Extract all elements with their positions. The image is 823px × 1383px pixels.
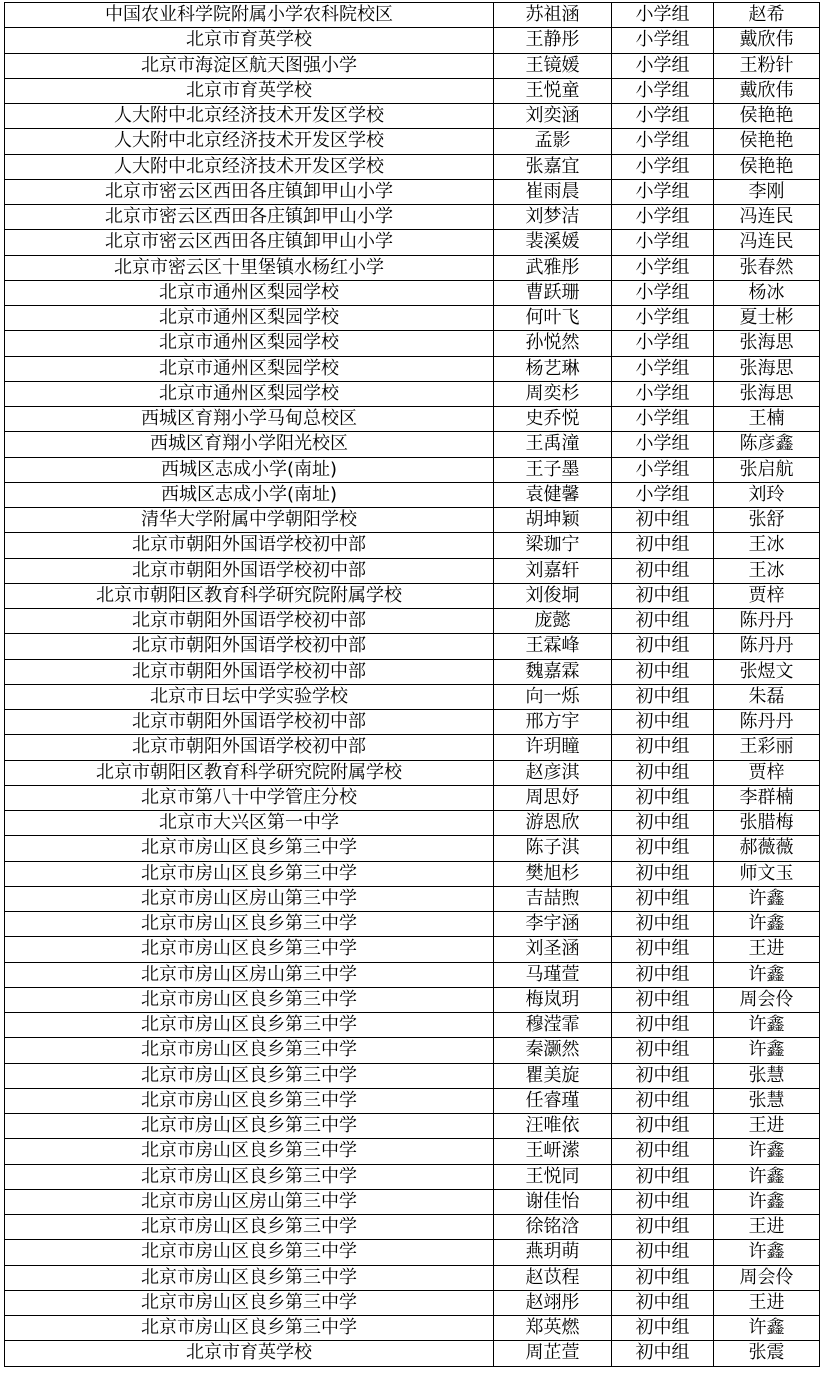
- table-row: [5, 1265, 820, 1290]
- table-row: [5, 1139, 820, 1164]
- group-cell: 小学组: [612, 179, 714, 204]
- group-cell: 初中组: [612, 508, 714, 533]
- school-cell: 北京市通州区梨园学校: [5, 280, 494, 305]
- group-cell: 初中组: [612, 634, 714, 659]
- student-name-cell: 周芷萱: [494, 1341, 612, 1366]
- group-cell: 初中组: [612, 1189, 714, 1214]
- student-name-cell: 赵彦淇: [494, 760, 612, 785]
- table-row: [5, 785, 820, 810]
- teacher-cell: 许鑫: [714, 1013, 820, 1038]
- school-cell: 北京市房山区良乡第三中学: [5, 1114, 494, 1139]
- group-cell: 初中组: [612, 1164, 714, 1189]
- group-cell: 小学组: [612, 28, 714, 53]
- student-name-cell: 张嘉宜: [494, 154, 612, 179]
- teacher-cell: 戴欣伟: [714, 28, 820, 53]
- teacher-cell: 王进: [714, 1215, 820, 1240]
- teacher-cell: 许鑫: [714, 1164, 820, 1189]
- teacher-cell: 张慧: [714, 1088, 820, 1113]
- teacher-cell: 王进: [714, 937, 820, 962]
- table-row: [5, 331, 820, 356]
- group-cell: 小学组: [612, 407, 714, 432]
- group-cell: 初中组: [612, 785, 714, 810]
- table-row: [5, 205, 820, 230]
- group-cell: 初中组: [612, 1215, 714, 1240]
- group-cell: 小学组: [612, 255, 714, 280]
- school-cell: 北京市朝阳外国语学校初中部: [5, 659, 494, 684]
- student-name-cell: 裴溪媛: [494, 230, 612, 255]
- school-cell: 北京市朝阳外国语学校初中部: [5, 558, 494, 583]
- school-cell: 北京市密云区西田各庄镇卸甲山小学: [5, 205, 494, 230]
- table-row: [5, 1013, 820, 1038]
- student-name-cell: 赵翊彤: [494, 1290, 612, 1315]
- school-cell: 西城区育翔小学马甸总校区: [5, 407, 494, 432]
- school-cell: 北京市房山区良乡第三中学: [5, 937, 494, 962]
- table-row: [5, 381, 820, 406]
- student-name-cell: 马瑾萱: [494, 962, 612, 987]
- table-row: [5, 684, 820, 709]
- school-cell: 北京市房山区良乡第三中学: [5, 1063, 494, 1088]
- school-cell: 北京市海淀区航天图强小学: [5, 53, 494, 78]
- group-cell: 小学组: [612, 280, 714, 305]
- table-row: [5, 962, 820, 987]
- school-cell: 北京市房山区良乡第三中学: [5, 1088, 494, 1113]
- table-row: [5, 811, 820, 836]
- group-cell: 小学组: [612, 306, 714, 331]
- table-row: [5, 78, 820, 103]
- teacher-cell: 许鑫: [714, 1139, 820, 1164]
- teacher-cell: 张腊梅: [714, 811, 820, 836]
- student-name-cell: 何叶飞: [494, 306, 612, 331]
- group-cell: 初中组: [612, 558, 714, 583]
- student-name-cell: 王岍潆: [494, 1139, 612, 1164]
- school-cell: 北京市房山区良乡第三中学: [5, 1240, 494, 1265]
- student-name-cell: 燕玥萌: [494, 1240, 612, 1265]
- teacher-cell: 冯连民: [714, 230, 820, 255]
- teacher-cell: 侯艳艳: [714, 104, 820, 129]
- student-name-cell: 瞿美旋: [494, 1063, 612, 1088]
- group-cell: 初中组: [612, 1240, 714, 1265]
- teacher-cell: 陈彦鑫: [714, 432, 820, 457]
- table-row: [5, 583, 820, 608]
- student-name-cell: 陈子淇: [494, 836, 612, 861]
- school-cell: 北京市大兴区第一中学: [5, 811, 494, 836]
- student-name-cell: 杨艺琳: [494, 356, 612, 381]
- student-name-cell: 周奕杉: [494, 381, 612, 406]
- student-name-cell: 孙悦然: [494, 331, 612, 356]
- student-name-cell: 刘俊垌: [494, 583, 612, 608]
- student-name-cell: 徐铭浛: [494, 1215, 612, 1240]
- group-cell: 初中组: [612, 912, 714, 937]
- student-name-cell: 李宇涵: [494, 912, 612, 937]
- group-cell: 初中组: [612, 533, 714, 558]
- school-cell: 北京市房山区良乡第三中学: [5, 912, 494, 937]
- school-cell: 北京市育英学校: [5, 28, 494, 53]
- table-row: [5, 836, 820, 861]
- school-cell: 北京市朝阳外国语学校初中部: [5, 609, 494, 634]
- school-cell: 北京市房山区良乡第三中学: [5, 1265, 494, 1290]
- group-cell: 初中组: [612, 811, 714, 836]
- school-cell: 北京市通州区梨园学校: [5, 381, 494, 406]
- group-cell: 初中组: [612, 987, 714, 1012]
- student-name-cell: 王子墨: [494, 457, 612, 482]
- student-name-cell: 樊旭杉: [494, 861, 612, 886]
- school-cell: 北京市房山区良乡第三中学: [5, 1316, 494, 1341]
- teacher-cell: 师文玉: [714, 861, 820, 886]
- group-cell: 初中组: [612, 1063, 714, 1088]
- school-cell: 西城区志成小学(南址): [5, 482, 494, 507]
- teacher-cell: 张海思: [714, 356, 820, 381]
- table-row: [5, 1316, 820, 1341]
- school-cell: 清华大学附属中学朝阳学校: [5, 508, 494, 533]
- group-cell: 初中组: [612, 659, 714, 684]
- student-name-cell: 王悦同: [494, 1164, 612, 1189]
- school-cell: 西城区育翔小学阳光校区: [5, 432, 494, 457]
- teacher-cell: 张春然: [714, 255, 820, 280]
- school-cell: 北京市密云区西田各庄镇卸甲山小学: [5, 230, 494, 255]
- table-row: [5, 129, 820, 154]
- school-cell: 北京市房山区良乡第三中学: [5, 1038, 494, 1063]
- teacher-cell: 张海思: [714, 381, 820, 406]
- school-cell: 北京市房山区良乡第三中学: [5, 1013, 494, 1038]
- table-row: [5, 710, 820, 735]
- table-row: [5, 508, 820, 533]
- table-row: [5, 230, 820, 255]
- student-name-cell: 王静彤: [494, 28, 612, 53]
- teacher-cell: 张慧: [714, 1063, 820, 1088]
- table-row: [5, 356, 820, 381]
- student-name-cell: 任睿瑾: [494, 1088, 612, 1113]
- group-cell: 小学组: [612, 104, 714, 129]
- student-name-cell: 王禹潼: [494, 432, 612, 457]
- student-name-cell: 王霖峰: [494, 634, 612, 659]
- table-row: [5, 609, 820, 634]
- table-row: [5, 735, 820, 760]
- group-cell: 初中组: [612, 886, 714, 911]
- school-cell: 北京市通州区梨园学校: [5, 306, 494, 331]
- teacher-cell: 许鑫: [714, 1316, 820, 1341]
- group-cell: 初中组: [612, 609, 714, 634]
- table-row: [5, 760, 820, 785]
- student-name-cell: 周思妤: [494, 785, 612, 810]
- school-cell: 北京市房山区良乡第三中学: [5, 836, 494, 861]
- student-name-cell: 郑英燃: [494, 1316, 612, 1341]
- teacher-cell: 陈丹丹: [714, 609, 820, 634]
- table-row: [5, 1189, 820, 1214]
- table-row: [5, 659, 820, 684]
- group-cell: 初中组: [612, 962, 714, 987]
- table-row: [5, 1215, 820, 1240]
- table-row: [5, 1164, 820, 1189]
- teacher-cell: 夏士彬: [714, 306, 820, 331]
- table-row: [5, 533, 820, 558]
- table-row: [5, 28, 820, 53]
- school-cell: 北京市房山区良乡第三中学: [5, 1164, 494, 1189]
- student-name-cell: 邢方宇: [494, 710, 612, 735]
- school-cell: 北京市房山区良乡第三中学: [5, 1139, 494, 1164]
- student-name-cell: 苏祖涵: [494, 3, 612, 28]
- group-cell: 小学组: [612, 205, 714, 230]
- table-row: [5, 1063, 820, 1088]
- table-row: [5, 1114, 820, 1139]
- school-cell: 中国农业科学院附属小学农科院校区: [5, 3, 494, 28]
- school-cell: 北京市朝阳外国语学校初中部: [5, 634, 494, 659]
- student-name-cell: 秦灏然: [494, 1038, 612, 1063]
- student-name-cell: 赵苡程: [494, 1265, 612, 1290]
- group-cell: 初中组: [612, 1265, 714, 1290]
- student-name-cell: 吉喆煦: [494, 886, 612, 911]
- table-row: [5, 3, 820, 28]
- student-name-cell: 庞懿: [494, 609, 612, 634]
- teacher-cell: 侯艳艳: [714, 154, 820, 179]
- group-cell: 初中组: [612, 861, 714, 886]
- table-row: [5, 1341, 820, 1366]
- table-row: [5, 53, 820, 78]
- teacher-cell: 王冰: [714, 558, 820, 583]
- student-name-cell: 刘梦洁: [494, 205, 612, 230]
- teacher-cell: 王彩丽: [714, 735, 820, 760]
- school-cell: 北京市密云区西田各庄镇卸甲山小学: [5, 179, 494, 204]
- table-row: [5, 280, 820, 305]
- teacher-cell: 许鑫: [714, 962, 820, 987]
- group-cell: 初中组: [612, 836, 714, 861]
- school-cell: 西城区志成小学(南址): [5, 457, 494, 482]
- student-name-cell: 谢佳怡: [494, 1189, 612, 1214]
- group-cell: 初中组: [612, 760, 714, 785]
- award-list-table: [4, 2, 820, 1367]
- teacher-cell: 王进: [714, 1114, 820, 1139]
- group-cell: 初中组: [612, 1088, 714, 1113]
- table-row: [5, 482, 820, 507]
- student-name-cell: 刘嘉轩: [494, 558, 612, 583]
- teacher-cell: 侯艳艳: [714, 129, 820, 154]
- student-name-cell: 梅岚玥: [494, 987, 612, 1012]
- teacher-cell: 王进: [714, 1290, 820, 1315]
- table-row: [5, 1088, 820, 1113]
- student-name-cell: 梁珈宁: [494, 533, 612, 558]
- student-name-cell: 刘圣涵: [494, 937, 612, 962]
- table-row: [5, 558, 820, 583]
- table-row: [5, 306, 820, 331]
- group-cell: 初中组: [612, 735, 714, 760]
- teacher-cell: 朱磊: [714, 684, 820, 709]
- student-name-cell: 王镜媛: [494, 53, 612, 78]
- group-cell: 初中组: [612, 1013, 714, 1038]
- school-cell: 北京市朝阳外国语学校初中部: [5, 533, 494, 558]
- group-cell: 小学组: [612, 331, 714, 356]
- school-cell: 北京市房山区良乡第三中学: [5, 987, 494, 1012]
- group-cell: 初中组: [612, 710, 714, 735]
- school-cell: 北京市房山区房山第三中学: [5, 886, 494, 911]
- student-name-cell: 史乔悦: [494, 407, 612, 432]
- group-cell: 小学组: [612, 457, 714, 482]
- student-name-cell: 游恩欣: [494, 811, 612, 836]
- student-name-cell: 刘奕涵: [494, 104, 612, 129]
- school-cell: 北京市朝阳外国语学校初中部: [5, 735, 494, 760]
- school-cell: 北京市房山区房山第三中学: [5, 1189, 494, 1214]
- school-cell: 北京市房山区良乡第三中学: [5, 1215, 494, 1240]
- table-row: [5, 1290, 820, 1315]
- group-cell: 初中组: [612, 583, 714, 608]
- teacher-cell: 戴欣伟: [714, 78, 820, 103]
- school-cell: 北京市育英学校: [5, 1341, 494, 1366]
- group-cell: 小学组: [612, 432, 714, 457]
- group-cell: 小学组: [612, 129, 714, 154]
- teacher-cell: 许鑫: [714, 1240, 820, 1265]
- school-cell: 北京市密云区十里堡镇水杨红小学: [5, 255, 494, 280]
- school-cell: 北京市房山区良乡第三中学: [5, 1290, 494, 1315]
- school-cell: 北京市朝阳外国语学校初中部: [5, 710, 494, 735]
- student-name-cell: 王悦童: [494, 78, 612, 103]
- teacher-cell: 张震: [714, 1341, 820, 1366]
- teacher-cell: 李群楠: [714, 785, 820, 810]
- group-cell: 初中组: [612, 937, 714, 962]
- table-row: [5, 179, 820, 204]
- teacher-cell: 陈丹丹: [714, 710, 820, 735]
- table-row: [5, 1240, 820, 1265]
- group-cell: 小学组: [612, 78, 714, 103]
- table-row: [5, 154, 820, 179]
- teacher-cell: 王楠: [714, 407, 820, 432]
- teacher-cell: 王冰: [714, 533, 820, 558]
- group-cell: 初中组: [612, 1290, 714, 1315]
- teacher-cell: 许鑫: [714, 912, 820, 937]
- school-cell: 北京市第八十中学管庄分校: [5, 785, 494, 810]
- group-cell: 小学组: [612, 53, 714, 78]
- school-cell: 北京市育英学校: [5, 78, 494, 103]
- group-cell: 小学组: [612, 154, 714, 179]
- school-cell: 北京市朝阳区教育科学研究院附属学校: [5, 760, 494, 785]
- group-cell: 小学组: [612, 381, 714, 406]
- school-cell: 北京市房山区良乡第三中学: [5, 861, 494, 886]
- school-cell: 北京市通州区梨园学校: [5, 331, 494, 356]
- teacher-cell: 郝薇薇: [714, 836, 820, 861]
- student-name-cell: 孟影: [494, 129, 612, 154]
- teacher-cell: 贾梓: [714, 760, 820, 785]
- student-name-cell: 向一烁: [494, 684, 612, 709]
- school-cell: 人大附中北京经济技术开发区学校: [5, 129, 494, 154]
- table-row: [5, 987, 820, 1012]
- teacher-cell: 许鑫: [714, 1038, 820, 1063]
- student-name-cell: 魏嘉霖: [494, 659, 612, 684]
- teacher-cell: 杨冰: [714, 280, 820, 305]
- group-cell: 小学组: [612, 356, 714, 381]
- table-row: [5, 886, 820, 911]
- group-cell: 初中组: [612, 1341, 714, 1366]
- group-cell: 初中组: [612, 1114, 714, 1139]
- teacher-cell: 王粉针: [714, 53, 820, 78]
- student-name-cell: 袁健馨: [494, 482, 612, 507]
- school-cell: 北京市朝阳区教育科学研究院附属学校: [5, 583, 494, 608]
- school-cell: 人大附中北京经济技术开发区学校: [5, 104, 494, 129]
- teacher-cell: 张启航: [714, 457, 820, 482]
- teacher-cell: 张煜文: [714, 659, 820, 684]
- teacher-cell: 周会伶: [714, 987, 820, 1012]
- group-cell: 小学组: [612, 3, 714, 28]
- teacher-cell: 刘玲: [714, 482, 820, 507]
- table-row: [5, 861, 820, 886]
- student-name-cell: 胡坤颖: [494, 508, 612, 533]
- group-cell: 初中组: [612, 684, 714, 709]
- group-cell: 初中组: [612, 1038, 714, 1063]
- teacher-cell: 许鑫: [714, 886, 820, 911]
- teacher-cell: 张舒: [714, 508, 820, 533]
- table-row: [5, 634, 820, 659]
- table-row: [5, 912, 820, 937]
- teacher-cell: 周会伶: [714, 1265, 820, 1290]
- school-cell: 北京市通州区梨园学校: [5, 356, 494, 381]
- student-name-cell: 崔雨晨: [494, 179, 612, 204]
- award-list-body: [5, 3, 820, 1367]
- group-cell: 初中组: [612, 1139, 714, 1164]
- table-row: [5, 407, 820, 432]
- teacher-cell: 冯连民: [714, 205, 820, 230]
- table-row: [5, 104, 820, 129]
- teacher-cell: 张海思: [714, 331, 820, 356]
- teacher-cell: 赵希: [714, 3, 820, 28]
- student-name-cell: 穆滢霏: [494, 1013, 612, 1038]
- table-row: [5, 937, 820, 962]
- school-cell: 人大附中北京经济技术开发区学校: [5, 154, 494, 179]
- student-name-cell: 许玥瞳: [494, 735, 612, 760]
- group-cell: 小学组: [612, 482, 714, 507]
- group-cell: 初中组: [612, 1316, 714, 1341]
- school-cell: 北京市房山区房山第三中学: [5, 962, 494, 987]
- group-cell: 小学组: [612, 230, 714, 255]
- student-name-cell: 汪唯依: [494, 1114, 612, 1139]
- table-row: [5, 1038, 820, 1063]
- school-cell: 北京市日坛中学实验学校: [5, 684, 494, 709]
- student-name-cell: 武雅彤: [494, 255, 612, 280]
- teacher-cell: 贾梓: [714, 583, 820, 608]
- teacher-cell: 陈丹丹: [714, 634, 820, 659]
- student-name-cell: 曹跃珊: [494, 280, 612, 305]
- teacher-cell: 李刚: [714, 179, 820, 204]
- table-row: [5, 432, 820, 457]
- teacher-cell: 许鑫: [714, 1189, 820, 1214]
- table-row: [5, 457, 820, 482]
- table-row: [5, 255, 820, 280]
